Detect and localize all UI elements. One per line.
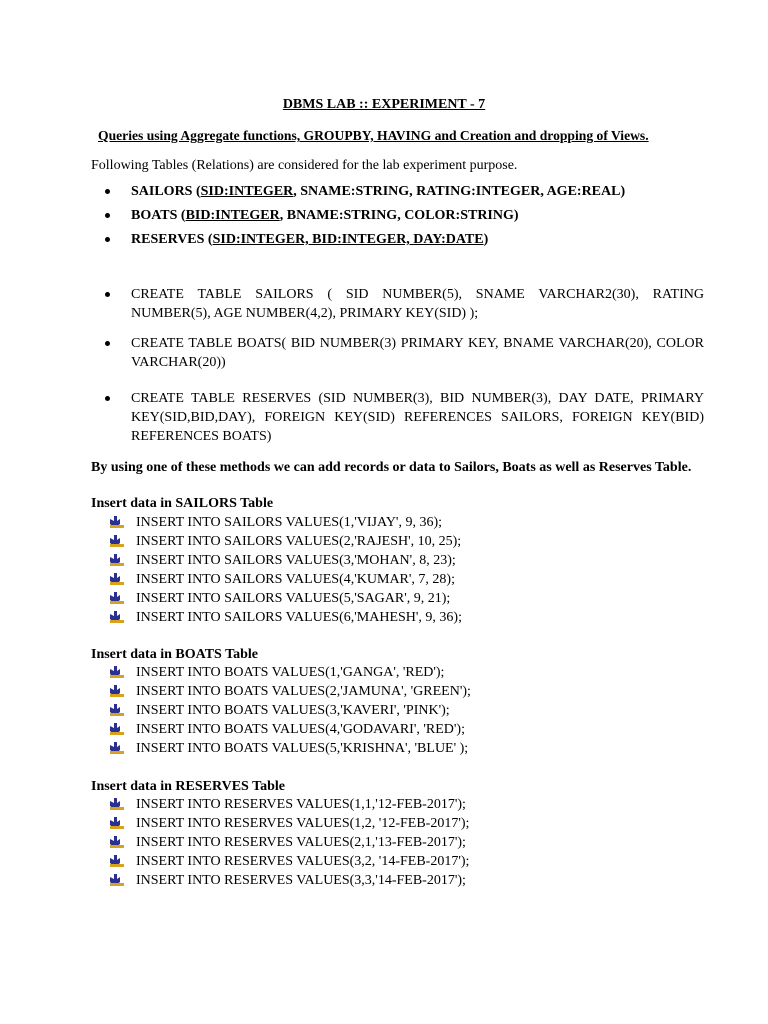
list-item: [110, 682, 471, 701]
schema-key: SID:INTEGER, BID:INTEGER, DAY:DATE: [212, 232, 484, 247]
insert-statement: INSERT INTO SAILORS VALUES(4,'KUMAR', 7, 28);: [136, 572, 455, 587]
insert-statement: INSERT INTO BOATS VALUES(4,'GODAVARI', 'RED');: [136, 722, 465, 737]
schema-key: BID:INTEGER: [185, 208, 280, 223]
arrow-bullet-icon: [110, 704, 124, 717]
list-item: [110, 701, 471, 720]
arrow-bullet-icon: [110, 592, 124, 605]
arrow-bullet-icon: [110, 723, 124, 736]
arrow-bullet-icon: [110, 516, 124, 529]
list-item: [110, 551, 462, 570]
arrow-bullet-icon: [110, 554, 124, 567]
arrow-bullet-icon: [110, 742, 124, 755]
insert-statement: INSERT INTO RESERVES VALUES(3,3,'14-FEB-2017');: [136, 873, 466, 888]
list-item: [110, 871, 469, 890]
schema-suffix: , BNAME:STRING, COLOR:STRING): [279, 208, 519, 223]
arrow-bullet-icon: [110, 685, 124, 698]
insert-intro: By using one of these methods we can add records or data to Sailors, Boats as well as Reserves Table.: [91, 460, 692, 475]
section-heading-sailors: Insert data in SAILORS Table: [91, 496, 274, 511]
arrow-bullet-icon: [110, 855, 124, 868]
insert-statement: INSERT INTO SAILORS VALUES(3,'MOHAN', 8, 23);: [136, 553, 456, 568]
section-heading-boats: Insert data in BOATS Table: [91, 647, 259, 662]
create-statement-boats: CREATE TABLE BOATS( BID NUMBER(3) PRIMARY KEY, BNAME VARCHAR(20), COLOR VARCHAR(20)): [104, 334, 704, 372]
insert-statement: INSERT INTO SAILORS VALUES(1,'VIJAY', 9, 36);: [136, 515, 443, 530]
list-item: [110, 852, 469, 871]
page-title: DBMS LAB :: EXPERIMENT - 7: [282, 97, 486, 112]
list-item: [110, 720, 471, 739]
list-item: [110, 739, 471, 758]
insert-list-boats: [110, 663, 471, 758]
schema-prefix: SAILORS (: [131, 184, 201, 199]
arrow-bullet-icon: [110, 666, 124, 679]
create-statement-sailors: CREATE TABLE SAILORS ( SID NUMBER(5), SNAME VARCHAR2(30), RATING NUMBER(5), AGE NUMBER(4,2), PRIMARY KEY(SID) );: [104, 285, 704, 323]
arrow-bullet-icon: [110, 573, 124, 586]
insert-statement: INSERT INTO RESERVES VALUES(3,2, '14-FEB-2017');: [136, 854, 470, 869]
insert-statement: INSERT INTO SAILORS VALUES(5,'SAGAR', 9, 21);: [136, 591, 451, 606]
list-item: [110, 589, 462, 608]
arrow-bullet-icon: [110, 874, 124, 887]
list-item: [110, 513, 462, 532]
intro-text: Following Tables (Relations) are considered for the lab experiment purpose.: [91, 158, 518, 173]
insert-list-sailors: [110, 513, 462, 627]
insert-statement: INSERT INTO BOATS VALUES(5,'KRISHNA', 'BLUE' );: [136, 741, 469, 756]
schema-key: SID:INTEGER: [200, 184, 294, 199]
insert-statement: INSERT INTO BOATS VALUES(1,'GANGA', 'RED');: [136, 665, 445, 680]
section-heading-reserves: Insert data in RESERVES Table: [91, 779, 286, 794]
list-item: [110, 814, 469, 833]
schema-item-sailors: [104, 182, 704, 206]
schema-item-boats: [104, 206, 704, 230]
schema-prefix: RESERVES (: [131, 232, 213, 247]
insert-statement: INSERT INTO BOATS VALUES(2,'JAMUNA', 'GREEN');: [136, 684, 471, 699]
page-subtitle: Queries using Aggregate functions, GROUPBY, HAVING and Creation and dropping of Views.: [98, 128, 649, 143]
list-item: [110, 663, 471, 682]
list-item: [110, 608, 462, 627]
arrow-bullet-icon: [110, 798, 124, 811]
insert-statement: INSERT INTO SAILORS VALUES(6,'MAHESH', 9, 36);: [136, 610, 462, 625]
list-item: [110, 570, 462, 589]
create-statement-list: [104, 285, 704, 446]
arrow-bullet-icon: [110, 611, 124, 624]
insert-statement: INSERT INTO BOATS VALUES(3,'KAVERI', 'PINK');: [136, 703, 450, 718]
list-item: [110, 795, 469, 814]
arrow-bullet-icon: [110, 535, 124, 548]
list-item: [110, 532, 462, 551]
insert-list-reserves: [110, 795, 469, 890]
schema-suffix: ): [483, 232, 489, 247]
insert-statement: INSERT INTO RESERVES VALUES(1,1,'12-FEB-2017');: [136, 797, 466, 812]
arrow-bullet-icon: [110, 817, 124, 830]
schema-item-reserves: [104, 230, 704, 254]
insert-statement: INSERT INTO SAILORS VALUES(2,'RAJESH', 10, 25);: [136, 534, 462, 549]
schema-suffix: , SNAME:STRING, RATING:INTEGER, AGE:REAL): [293, 184, 626, 199]
create-statement-reserves: CREATE TABLE RESERVES (SID NUMBER(3), BID NUMBER(3), DAY DATE, PRIMARY KEY(SID,BID,DAY), FOREIGN KEY(SID) REFERENCES SAILORS, FOREIGN KEY(BID) REFERENCES BOATS): [104, 389, 704, 446]
list-item: [110, 833, 469, 852]
insert-statement: INSERT INTO RESERVES VALUES(2,1,'13-FEB-2017');: [136, 835, 466, 850]
schema-prefix: BOATS (: [131, 208, 186, 223]
insert-statement: INSERT INTO RESERVES VALUES(1,2, '12-FEB-2017');: [136, 816, 470, 831]
schema-list: [104, 182, 704, 254]
arrow-bullet-icon: [110, 836, 124, 849]
